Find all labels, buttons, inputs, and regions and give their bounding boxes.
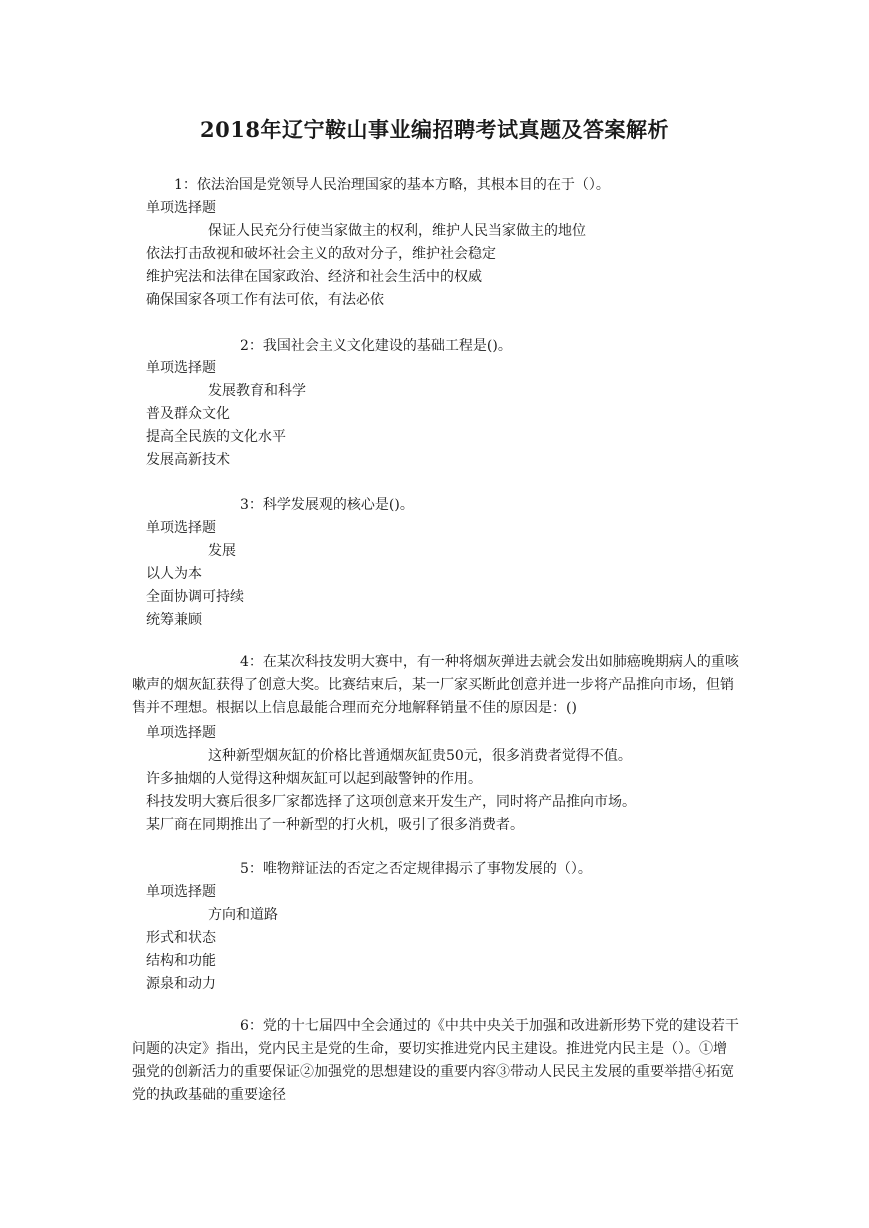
question-1-option-d: 确保国家各项工作有法可依，有法必依 bbox=[146, 292, 384, 308]
question-2-type: 单项选择题 bbox=[146, 360, 216, 376]
question-5-option-a: 方向和道路 bbox=[208, 907, 278, 923]
question-3-option-d: 统筹兼顾 bbox=[146, 612, 202, 628]
question-2-stem: 2：我国社会主义文化建设的基础工程是()。 bbox=[240, 338, 512, 354]
question-3-type: 单项选择题 bbox=[146, 520, 216, 536]
question-4-type: 单项选择题 bbox=[146, 725, 216, 741]
question-3-stem: 3：科学发展观的核心是()。 bbox=[240, 497, 414, 513]
question-4-option-a: 这种新型烟灰缸的价格比普通烟灰缸贵50元，很多消费者觉得不值。 bbox=[208, 748, 632, 764]
question-5-stem: 5：唯物辩证法的否定之否定规律揭示了事物发展的（）。 bbox=[240, 861, 592, 877]
question-1-option-c: 维护宪法和法律在国家政治、经济和社会生活中的权威 bbox=[146, 269, 482, 285]
question-4-stem: 4：在某次科技发明大赛中，有一种将烟灰弹进去就会发出如肺癌晚期病人的重咳嗽声的烟灰缸获得了创意大奖。比赛结束后，某一厂家买断此创意并进一步将产品推向市场，但销售并不理想。根据以上信息最能合理而充分地解释销量不佳的原因是：() bbox=[132, 654, 739, 716]
question-2-option-d: 发展高新技术 bbox=[146, 452, 230, 468]
question-5-type: 单项选择题 bbox=[146, 884, 216, 900]
question-4-option-d: 某厂商在同期推出了一种新型的打火机，吸引了很多消费者。 bbox=[146, 817, 524, 833]
question-2-option-c: 提高全民族的文化水平 bbox=[146, 429, 286, 445]
question-2-option-b: 普及群众文化 bbox=[146, 406, 230, 422]
question-1-option-a: 保证人民充分行使当家做主的权利，维护人民当家做主的地位 bbox=[208, 223, 586, 239]
question-5-option-b: 形式和状态 bbox=[146, 930, 216, 946]
question-3-option-b: 以人为本 bbox=[146, 566, 202, 582]
question-2-option-a: 发展教育和科学 bbox=[208, 383, 306, 399]
question-6-stem: 6：党的十七届四中全会通过的《中共中央关于加强和改进新形势下党的建设若干问题的决定》指出，党内民主是党的生命，要切实推进党内民主建设。推进党内民主是（）。①增强党的创新活力的重要保证②加强党的思想建设的重要内容③带动人民民主发展的重要举措④拓宽党的执政基础的重要途径 bbox=[132, 1018, 739, 1103]
question-5-option-c: 结构和功能 bbox=[146, 953, 216, 969]
question-4-option-c: 科技发明大赛后很多厂家都选择了这项创意来开发生产，同时将产品推向市场。 bbox=[146, 794, 636, 810]
question-1-stem: 1：依法治国是党领导人民治理国家的基本方略，其根本目的在于（）。 bbox=[174, 177, 610, 193]
question-1-option-b: 依法打击敌视和破坏社会主义的敌对分子，维护社会稳定 bbox=[146, 246, 496, 262]
question-3-option-c: 全面协调可持续 bbox=[146, 589, 244, 605]
question-3-option-a: 发展 bbox=[208, 543, 236, 559]
question-4-option-b: 许多抽烟的人觉得这种烟灰缸可以起到敲警钟的作用。 bbox=[146, 771, 482, 787]
document-title: 2018年辽宁鞍山事业编招聘考试真题及答案解析 bbox=[200, 117, 669, 142]
question-1-type: 单项选择题 bbox=[146, 200, 216, 216]
question-5-option-d: 源泉和动力 bbox=[146, 976, 216, 992]
